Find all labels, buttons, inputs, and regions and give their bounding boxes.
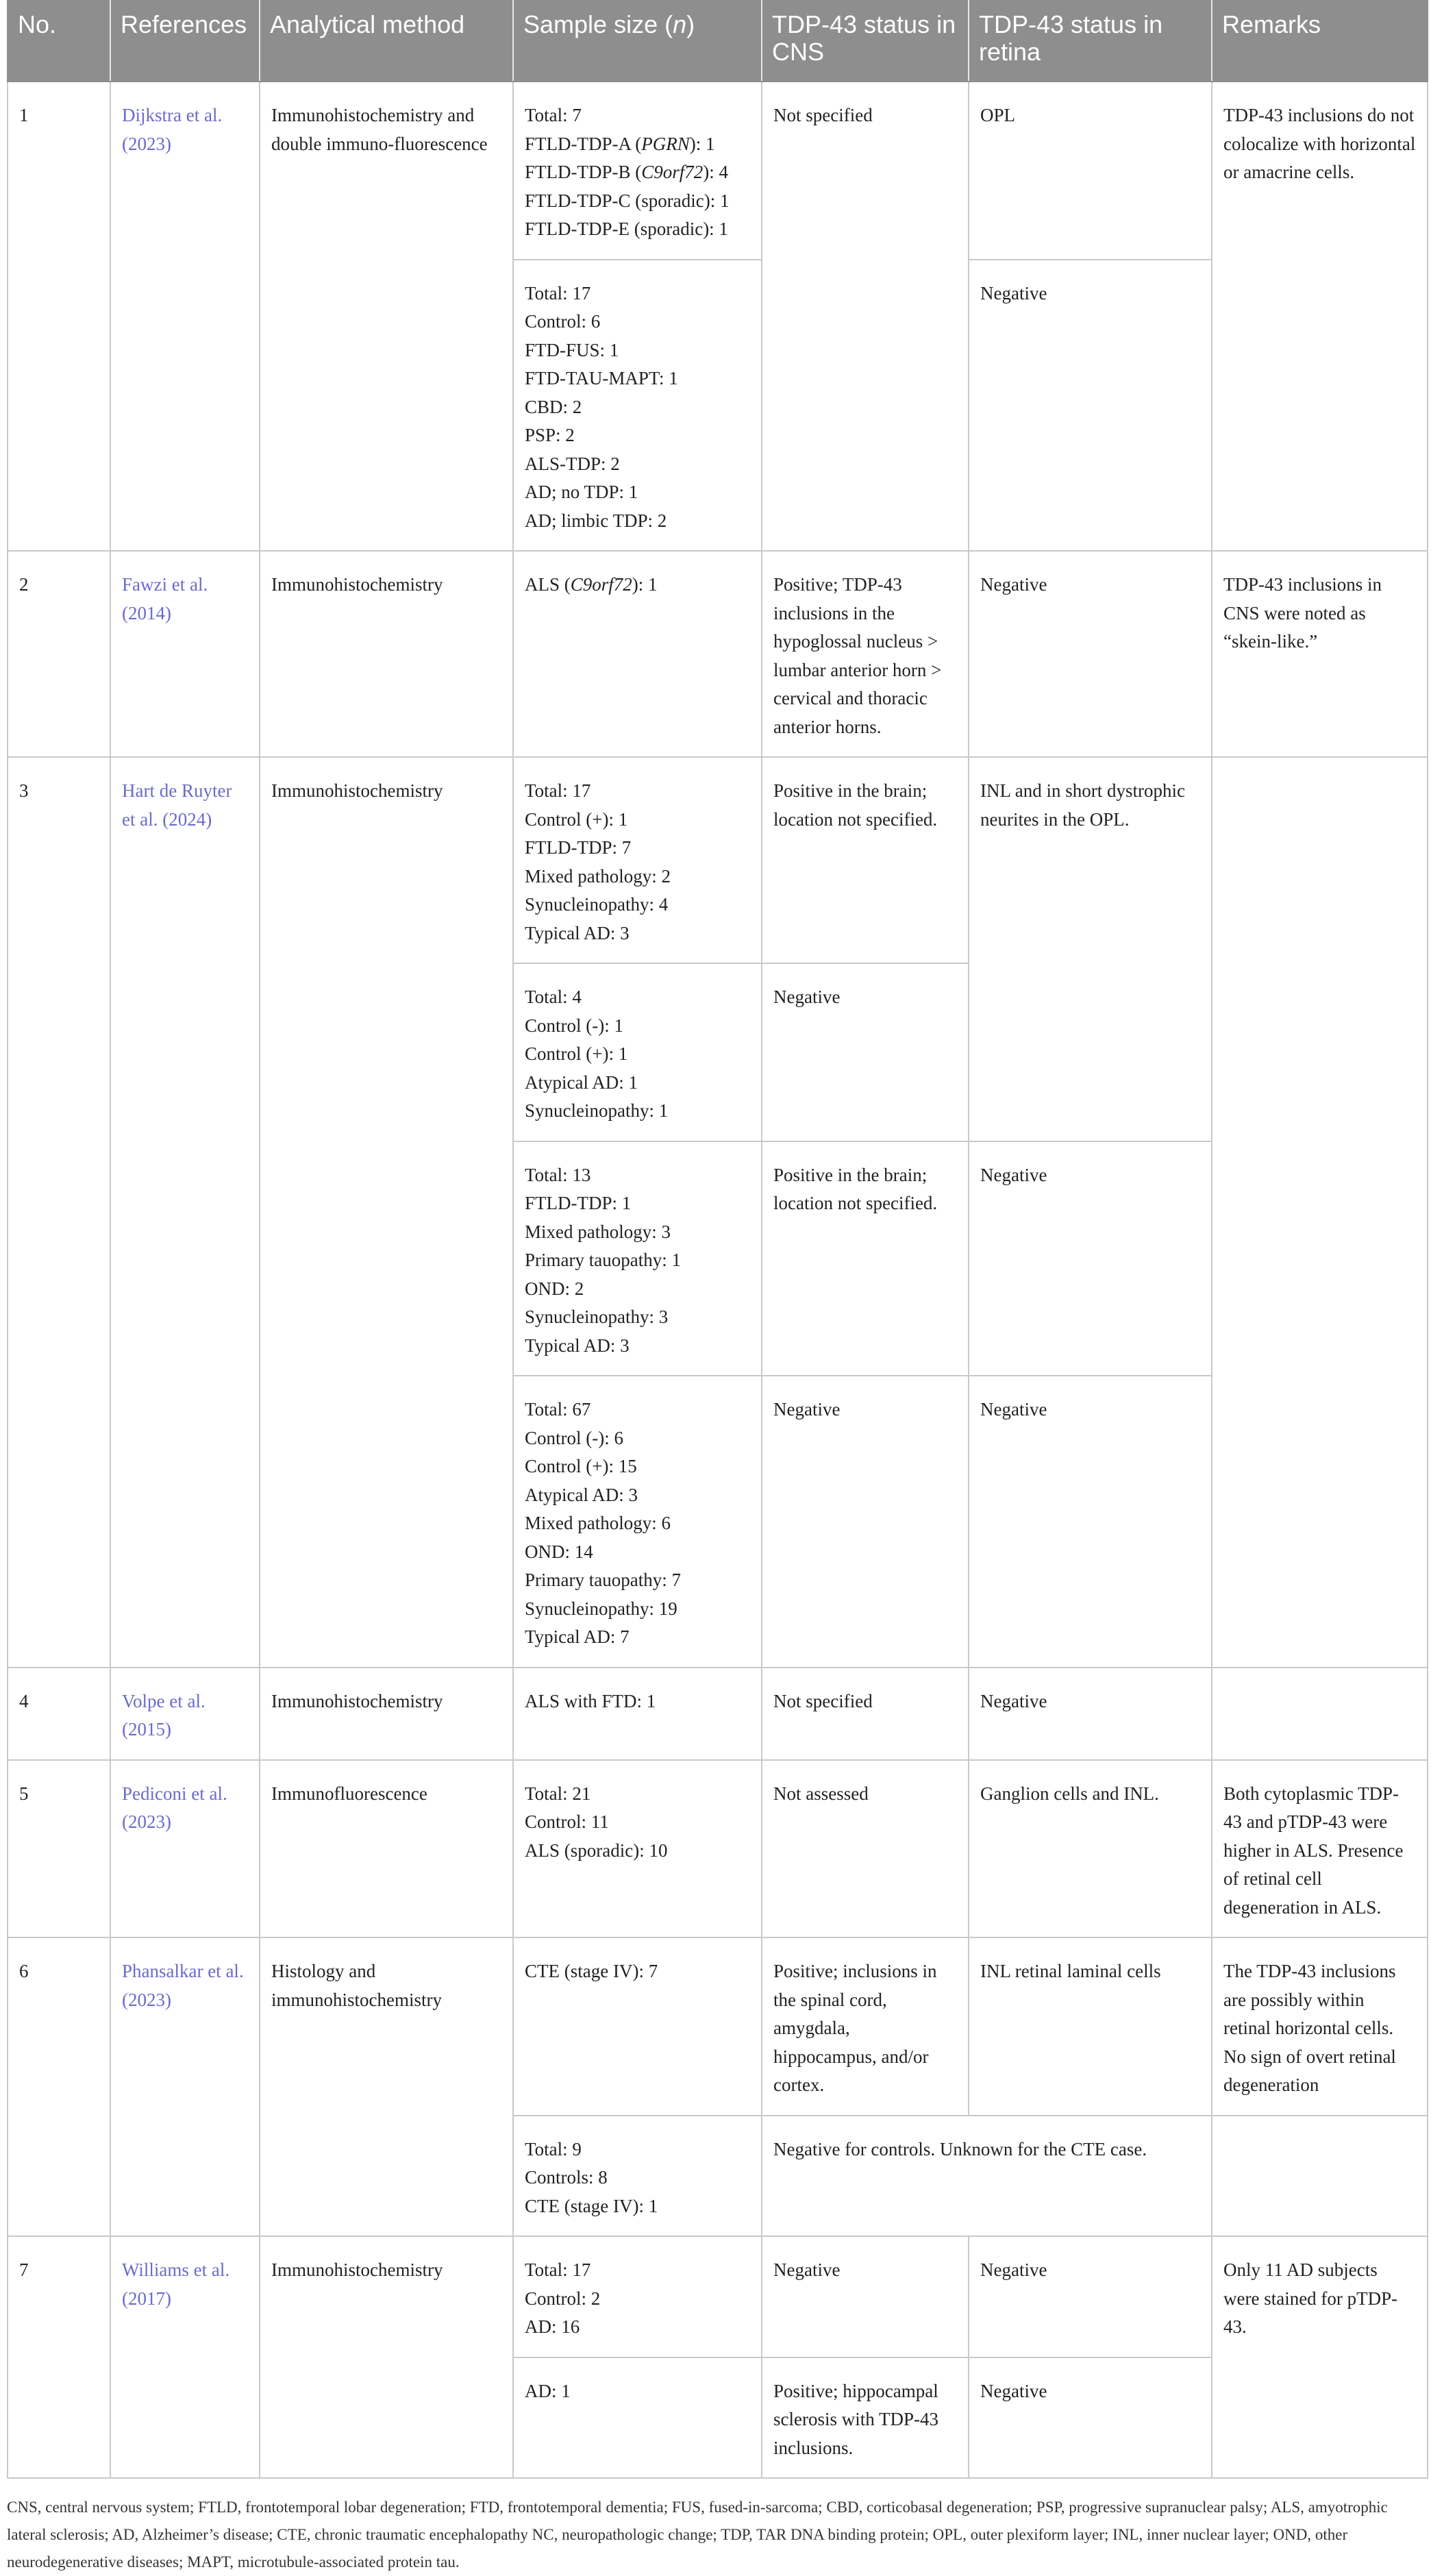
sample-line: Control (-): 6: [525, 1427, 623, 1448]
header-sample-size-suffix: ): [686, 10, 695, 38]
sample-line: Synucleinopathy: 4: [525, 894, 669, 915]
sample-size: AD: 1: [513, 2357, 762, 2479]
sample-line: AD: 16: [525, 2316, 580, 2337]
header-analytical-method: Analytical method: [260, 1, 513, 82]
sample-line: Total: 4: [525, 987, 582, 1007]
remarks: [1212, 2116, 1428, 2237]
row-number: 6: [8, 1937, 110, 2236]
table-row: [8, 1937, 1428, 2116]
sample-line: ALS (sporadic): 10: [525, 1840, 668, 1861]
sample-size: [513, 1141, 762, 1376]
reference-link[interactable]: Pediconi et al. (2023): [110, 1760, 260, 1938]
retina-status: INL and in short dystrophic neurites in the OPL.: [969, 757, 1212, 1141]
remarks: [1212, 757, 1428, 1668]
sample-line: Mixed pathology: 6: [525, 1513, 671, 1533]
sample-line: CBD: 2: [525, 396, 582, 417]
cns-status: Not specified: [762, 1668, 969, 1760]
remarks: TDP-43 inclusions do not colocalize with horizontal or amacrine cells.: [1212, 82, 1428, 551]
sample-line: Control: 2: [525, 2288, 601, 2309]
analytical-method: Immunohistochemistry: [260, 2236, 513, 2478]
sample-line: AD; no TDP: 1: [525, 482, 638, 502]
sample-line: PSP: 2: [525, 425, 575, 445]
sample-line: Mixed pathology: 2: [525, 865, 671, 887]
cns-status: Negative: [762, 963, 969, 1141]
sample-line: Total: 67: [525, 1399, 591, 1420]
row-number: 7: [8, 2236, 110, 2478]
sample-line: Typical AD: 7: [525, 1626, 630, 1647]
sample-line: FTLD-TDP-C (sporadic): 1: [525, 190, 730, 211]
sample-line: Primary tauopathy: 1: [525, 1250, 681, 1270]
header-remarks: Remarks: [1212, 1, 1428, 82]
table-row: [8, 1668, 1428, 1760]
sample-line: FTLD-TDP-B (C9orf72): 4: [525, 162, 729, 182]
retina-status: Negative: [969, 1141, 1212, 1376]
remarks: [1212, 1668, 1428, 1760]
cns-status: Positive; hippocampal sclerosis with TDP-43 inclusions.: [762, 2357, 969, 2479]
sample-line: FTD-TAU-MAPT: 1: [525, 368, 678, 388]
reference-link[interactable]: Phansalkar et al. (2023): [110, 1937, 260, 2236]
sample-line: Total: 17: [525, 282, 591, 304]
table-footnote: CNS, central nervous system; FTLD, frontotemporal lobar degeneration; FTD, frontotemporal dementia; FUS, fused-in-sarcoma; CBD, corticobasal degeneration; PSP, progressive supranuclear palsy; ALS, amyotrophic lateral sclerosis; AD, Alzheimer’s disease; CTE, chronic traumatic encephalopathy NC, neuropathologic change; TDP, TAR DNA binding protein; OPL, outer plexiform layer; INL, inner nuclear layer; OND, other neurodegenerative diseases; MAPT, microtubule-associated protein tau.: [7, 2499, 1388, 2571]
sample-line: Control: 11: [525, 1811, 609, 1832]
sample-size: CTE (stage IV): 7: [513, 1937, 762, 2116]
reference-link[interactable]: Volpe et al. (2015): [110, 1668, 260, 1760]
analytical-method: Histology and immunohistochemistry: [260, 1937, 513, 2236]
table-row: [8, 551, 1428, 757]
cns-retina-status: Negative for controls. Unknown for the CTE case.: [762, 2116, 1212, 2237]
sample-line: Primary tauopathy: 7: [525, 1570, 681, 1590]
sample-size: [513, 963, 762, 1141]
sample-line: FTLD-TDP: 1: [525, 1193, 632, 1213]
cns-status: Positive; TDP-43 inclusions in the hypoglossal nucleus > lumbar anterior horn > cervical and thoracic anterior horns.: [762, 551, 969, 757]
sample-line: ALS-TDP: 2: [525, 453, 620, 474]
sample-line: Control (+): 1: [525, 808, 628, 830]
sample-line: CTE (stage IV): 1: [525, 2195, 658, 2216]
header-sample-size-prefix: Sample size (: [523, 10, 673, 38]
sample-size: [513, 1760, 762, 1938]
row-number: 3: [8, 757, 110, 1668]
header-references: References: [110, 1, 260, 82]
sample-line: Total: 17: [525, 2259, 591, 2280]
sample-line: Typical AD: 3: [525, 922, 630, 943]
header-sample-size: [513, 1, 762, 82]
retina-status: Negative: [969, 2357, 1212, 2479]
cns-status: Positive in the brain; location not specified.: [762, 757, 969, 963]
sample-line: Typical AD: 3: [525, 1335, 630, 1356]
row-number: 4: [8, 1668, 110, 1760]
header-retina-status: TDP-43 status in retina: [969, 1, 1212, 82]
reference-link[interactable]: Williams et al. (2017): [110, 2236, 260, 2478]
retina-status: INL retinal laminal cells: [969, 1937, 1212, 2116]
sample-line: Mixed pathology: 3: [525, 1221, 671, 1242]
sample-line: OND: 2: [525, 1278, 584, 1299]
sample-line: Control (-): 1: [525, 1015, 623, 1036]
row-number: 5: [8, 1760, 110, 1938]
reference-link[interactable]: Fawzi et al. (2014): [110, 551, 260, 757]
remarks: The TDP-43 inclusions are possibly within retinal horizontal cells. No sign of overt retinal degeneration: [1212, 1937, 1428, 2116]
sample-size: [513, 2116, 762, 2237]
cns-status: Positive in the brain; location not specified.: [762, 1141, 969, 1376]
retina-status: OPL: [969, 82, 1212, 260]
table-row: [8, 1760, 1428, 1938]
analytical-method: Immunohistochemistry and double immuno-fluorescence: [260, 82, 513, 551]
sample-line: Synucleinopathy: 19: [525, 1598, 677, 1619]
sample-line: Atypical AD: 3: [525, 1484, 638, 1505]
retina-status: Ganglion cells and INL.: [969, 1760, 1212, 1938]
retina-status: Negative: [969, 551, 1212, 757]
sample-line: Total: 7: [525, 105, 582, 125]
row-number: 1: [8, 82, 110, 551]
sample-size: [513, 82, 762, 260]
sample-line: Controls: 8: [525, 2167, 608, 2188]
retina-status: Negative: [969, 1376, 1212, 1668]
header-no: No.: [8, 1, 110, 82]
table-row: [8, 2236, 1428, 2357]
sample-line: FTLD-TDP: 7: [525, 837, 632, 858]
row-number: 2: [8, 551, 110, 757]
header-row: [8, 1, 1428, 82]
sample-line: Total: 21: [525, 1783, 591, 1804]
sample-size: [513, 2236, 762, 2357]
table-row: [8, 82, 1428, 260]
sample-size: [513, 757, 762, 963]
analytical-method: Immunohistochemistry: [260, 757, 513, 1668]
sample-line: OND: 14: [525, 1541, 593, 1562]
sample-line: FTLD-TDP-A (PGRN): 1: [525, 133, 715, 154]
cns-status: Positive; inclusions in the spinal cord, amygdala, hippocampus, and/or cortex.: [762, 1937, 969, 2116]
sample-size: ALS with FTD: 1: [513, 1668, 762, 1760]
sample-size: [513, 1376, 762, 1668]
sample-size: [513, 260, 762, 552]
sample-line: FTD-FUS: 1: [525, 339, 619, 360]
cns-status: Not specified: [762, 82, 969, 551]
cns-status: Not assessed: [762, 1760, 969, 1938]
remarks: Both cytoplasmic TDP-43 and pTDP-43 were higher in ALS. Presence of retinal cell degeneration in ALS.: [1212, 1760, 1428, 1938]
retina-status: Negative: [969, 2236, 1212, 2357]
cns-status: Negative: [762, 1376, 969, 1668]
sample-line: Synucleinopathy: 1: [525, 1100, 669, 1121]
sample-line: Total: 9: [525, 2138, 582, 2159]
header-cns-status: TDP-43 status in CNS: [762, 1, 969, 82]
remarks: Only 11 AD subjects were stained for pTDP-43.: [1212, 2236, 1428, 2478]
reference-link[interactable]: Dijkstra et al. (2023): [110, 82, 260, 551]
analytical-method: Immunohistochemistry: [260, 551, 513, 757]
reference-link[interactable]: Hart de Ruyter et al. (2024): [110, 757, 260, 1668]
sample-line: Total: 13: [525, 1164, 591, 1185]
sample-line: Control (+): 15: [525, 1456, 637, 1476]
sample-line: Atypical AD: 1: [525, 1072, 638, 1093]
sample-size: ALS (C9orf72): 1: [513, 551, 762, 757]
retina-status: Negative: [969, 1668, 1212, 1760]
retina-status: Negative: [969, 260, 1212, 552]
remarks: TDP-43 inclusions in CNS were noted as “skein-like.”: [1212, 551, 1428, 757]
analytical-method: Immunohistochemistry: [260, 1668, 513, 1760]
sample-line: Synucleinopathy: 3: [525, 1306, 669, 1327]
analytical-method: Immunofluorescence: [260, 1760, 513, 1938]
header-sample-size-var: n: [673, 10, 687, 38]
document: [7, 0, 1427, 2576]
sample-line: Control: 6: [525, 311, 601, 332]
sample-line: FTLD-TDP-E (sporadic): 1: [525, 219, 728, 239]
tdp43-table: [7, 0, 1428, 2479]
sample-line: Total: 17: [525, 780, 591, 801]
cns-status: Negative: [762, 2236, 969, 2357]
sample-line: Control (+): 1: [525, 1043, 628, 1064]
sample-line: AD; limbic TDP: 2: [525, 510, 667, 531]
table-row: [8, 757, 1428, 963]
